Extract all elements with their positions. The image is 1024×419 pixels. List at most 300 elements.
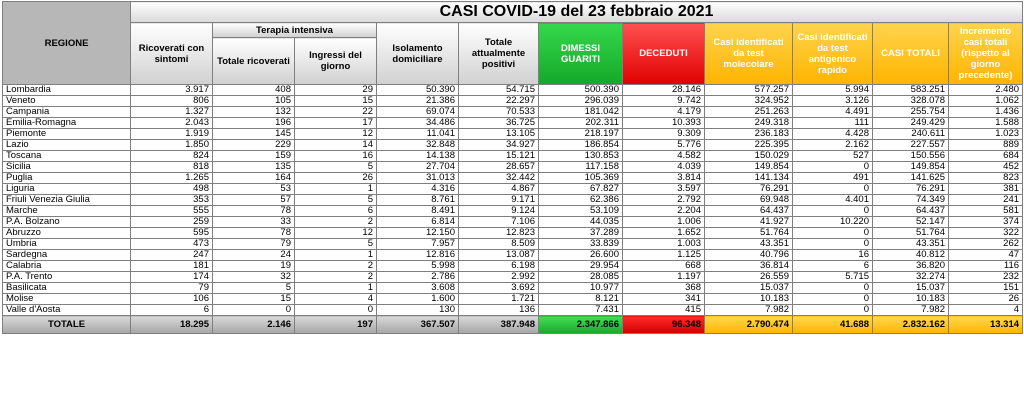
- cell-regione: Veneto: [3, 96, 131, 107]
- cell-dimessi: 26.600: [539, 250, 623, 261]
- cell-isolamento: 3.608: [377, 283, 459, 294]
- cell-incremento: 684: [949, 151, 1023, 162]
- cell-incremento: 374: [949, 217, 1023, 228]
- cell-regione: Friuli Venezia Giulia: [3, 195, 131, 206]
- cell-isolamento: 1.600: [377, 294, 459, 305]
- cell-positivi: 7.106: [459, 217, 539, 228]
- cell-totale-ricoverati: 78: [213, 206, 295, 217]
- cell-dimessi: 53.109: [539, 206, 623, 217]
- header-deceduti: DECEDUTI: [623, 23, 705, 85]
- cell-antigenico: 0: [793, 305, 873, 316]
- total-dimessi: 2.347.866: [539, 316, 623, 334]
- cell-totale-ricoverati: 33: [213, 217, 295, 228]
- total-totale-ricoverati: 2.146: [213, 316, 295, 334]
- cell-isolamento: 7.957: [377, 239, 459, 250]
- cell-totale-ricoverati: 229: [213, 140, 295, 151]
- cell-totali: 36.820: [873, 261, 949, 272]
- cell-ricoverati: 818: [131, 162, 213, 173]
- cell-dimessi: 186.854: [539, 140, 623, 151]
- cell-totali: 64.437: [873, 206, 949, 217]
- cell-ingressi: 5: [295, 195, 377, 206]
- cell-deceduti: 1.006: [623, 217, 705, 228]
- cell-antigenico: 16: [793, 250, 873, 261]
- cell-ingressi: 16: [295, 151, 377, 162]
- cell-molecolare: 225.395: [705, 140, 793, 151]
- cell-regione: Abruzzo: [3, 228, 131, 239]
- cell-regione: Emilia-Romagna: [3, 118, 131, 129]
- cell-dimessi: 130.853: [539, 151, 623, 162]
- cell-incremento: 116: [949, 261, 1023, 272]
- table-row: [3, 151, 1023, 162]
- cell-regione: Piemonte: [3, 129, 131, 140]
- cell-antigenico: 4.428: [793, 129, 873, 140]
- header-terapia-group: Terapia intensiva: [213, 23, 377, 38]
- cell-antigenico: 4.491: [793, 107, 873, 118]
- cell-dimessi: 44.035: [539, 217, 623, 228]
- total-totali: 2.832.162: [873, 316, 949, 334]
- cell-incremento: 322: [949, 228, 1023, 239]
- cell-molecolare: 76.291: [705, 184, 793, 195]
- total-antigenico: 41.688: [793, 316, 873, 334]
- cell-ricoverati: 247: [131, 250, 213, 261]
- cell-antigenico: 0: [793, 239, 873, 250]
- cell-molecolare: 69.948: [705, 195, 793, 206]
- cell-antigenico: 3.126: [793, 96, 873, 107]
- cell-deceduti: 9.742: [623, 96, 705, 107]
- cell-isolamento: 12.816: [377, 250, 459, 261]
- header-ingressi: Ingressi del giorno: [295, 38, 377, 85]
- cell-molecolare: 324.952: [705, 96, 793, 107]
- cell-isolamento: 12.150: [377, 228, 459, 239]
- cell-totali: 583.251: [873, 85, 949, 96]
- header-regione: REGIONE: [3, 2, 131, 85]
- cell-incremento: 47: [949, 250, 1023, 261]
- cell-ingressi: 1: [295, 250, 377, 261]
- cell-isolamento: 6.814: [377, 217, 459, 228]
- cell-ingressi: 2: [295, 217, 377, 228]
- cell-totali: 15.037: [873, 283, 949, 294]
- cell-dimessi: 296.039: [539, 96, 623, 107]
- cell-dimessi: 105.369: [539, 173, 623, 184]
- cell-incremento: 581: [949, 206, 1023, 217]
- cell-deceduti: 1.003: [623, 239, 705, 250]
- cell-deceduti: 368: [623, 283, 705, 294]
- cell-totale-ricoverati: 5: [213, 283, 295, 294]
- cell-ricoverati: 824: [131, 151, 213, 162]
- cell-isolamento: 130: [377, 305, 459, 316]
- cell-incremento: 26: [949, 294, 1023, 305]
- cell-ingressi: 26: [295, 173, 377, 184]
- table-row: [3, 272, 1023, 283]
- cell-regione: Basilicata: [3, 283, 131, 294]
- cell-regione: Toscana: [3, 151, 131, 162]
- cell-isolamento: 5.998: [377, 261, 459, 272]
- cell-molecolare: 36.814: [705, 261, 793, 272]
- cell-totali: 141.625: [873, 173, 949, 184]
- cell-isolamento: 32.848: [377, 140, 459, 151]
- cell-positivi: 9.124: [459, 206, 539, 217]
- cell-positivi: 9.171: [459, 195, 539, 206]
- header-totali: CASI TOTALI: [873, 23, 949, 85]
- cell-regione: Molise: [3, 294, 131, 305]
- cell-deceduti: 10.393: [623, 118, 705, 129]
- table-row: [3, 195, 1023, 206]
- cell-ingressi: 2: [295, 272, 377, 283]
- cell-regione: Lazio: [3, 140, 131, 151]
- cell-isolamento: 34.486: [377, 118, 459, 129]
- cell-antigenico: 2.162: [793, 140, 873, 151]
- cell-totale-ricoverati: 135: [213, 162, 295, 173]
- cell-ingressi: 2: [295, 261, 377, 272]
- cell-ricoverati: 1.265: [131, 173, 213, 184]
- cell-totali: 40.812: [873, 250, 949, 261]
- cell-dimessi: 29.954: [539, 261, 623, 272]
- cell-totali: 249.429: [873, 118, 949, 129]
- cell-totali: 32.274: [873, 272, 949, 283]
- total-molecolare: 2.790.474: [705, 316, 793, 334]
- cell-antigenico: 0: [793, 162, 873, 173]
- cell-positivi: 22.297: [459, 96, 539, 107]
- header-molecolare: Casi identificati da test molecolare: [705, 23, 793, 85]
- cell-totali: 255.754: [873, 107, 949, 118]
- cell-positivi: 2.992: [459, 272, 539, 283]
- cell-ricoverati: 353: [131, 195, 213, 206]
- table-body: [3, 85, 1023, 334]
- table-row: [3, 294, 1023, 305]
- cell-regione: Calabria: [3, 261, 131, 272]
- cell-positivi: 32.442: [459, 173, 539, 184]
- cell-ingressi: 5: [295, 162, 377, 173]
- cell-positivi: 15.121: [459, 151, 539, 162]
- cell-antigenico: 111: [793, 118, 873, 129]
- cell-ingressi: 22: [295, 107, 377, 118]
- cell-isolamento: 31.013: [377, 173, 459, 184]
- cell-regione: Liguria: [3, 184, 131, 195]
- cell-dimessi: 28.085: [539, 272, 623, 283]
- cell-totali: 328.078: [873, 96, 949, 107]
- total-incremento: 13.314: [949, 316, 1023, 334]
- cell-positivi: 6.198: [459, 261, 539, 272]
- cell-positivi: 34.927: [459, 140, 539, 151]
- cell-dimessi: 8.121: [539, 294, 623, 305]
- cell-positivi: 13.087: [459, 250, 539, 261]
- total-isolamento: 367.507: [377, 316, 459, 334]
- cell-totale-ricoverati: 196: [213, 118, 295, 129]
- header-positivi: Totale attualmente positivi: [459, 23, 539, 85]
- total-positivi: 387.948: [459, 316, 539, 334]
- cell-totali: 76.291: [873, 184, 949, 195]
- cell-incremento: 823: [949, 173, 1023, 184]
- cell-regione: Puglia: [3, 173, 131, 184]
- cell-deceduti: 4.582: [623, 151, 705, 162]
- cell-deceduti: 4.039: [623, 162, 705, 173]
- cell-incremento: 381: [949, 184, 1023, 195]
- cell-totale-ricoverati: 32: [213, 272, 295, 283]
- cell-ricoverati: 79: [131, 283, 213, 294]
- cell-ingressi: 1: [295, 184, 377, 195]
- cell-isolamento: 11.041: [377, 129, 459, 140]
- cell-incremento: 1.436: [949, 107, 1023, 118]
- cell-ingressi: 0: [295, 305, 377, 316]
- cell-ingressi: 5: [295, 239, 377, 250]
- cell-totale-ricoverati: 15: [213, 294, 295, 305]
- cell-incremento: 232: [949, 272, 1023, 283]
- cell-deceduti: 1.125: [623, 250, 705, 261]
- cell-molecolare: 150.029: [705, 151, 793, 162]
- cell-regione: Campania: [3, 107, 131, 118]
- cell-positivi: 8.509: [459, 239, 539, 250]
- cell-deceduti: 2.204: [623, 206, 705, 217]
- cell-isolamento: 27.704: [377, 162, 459, 173]
- cell-ingressi: 4: [295, 294, 377, 305]
- cell-molecolare: 64.437: [705, 206, 793, 217]
- cell-antigenico: 0: [793, 283, 873, 294]
- cell-totale-ricoverati: 79: [213, 239, 295, 250]
- cell-incremento: 1.062: [949, 96, 1023, 107]
- cell-isolamento: 8.761: [377, 195, 459, 206]
- cell-totali: 150.556: [873, 151, 949, 162]
- cell-dimessi: 202.311: [539, 118, 623, 129]
- cell-incremento: 4: [949, 305, 1023, 316]
- header-antigenico: Casi identificati da test antigenico rapido: [793, 23, 873, 85]
- cell-deceduti: 4.179: [623, 107, 705, 118]
- cell-ricoverati: 498: [131, 184, 213, 195]
- header-isolamento: Isolamento domiciliare: [377, 23, 459, 85]
- cell-dimessi: 7.431: [539, 305, 623, 316]
- cell-totali: 74.349: [873, 195, 949, 206]
- cell-totale-ricoverati: 57: [213, 195, 295, 206]
- totals-row: [3, 316, 1023, 334]
- cell-totale-ricoverati: 408: [213, 85, 295, 96]
- cell-positivi: 136: [459, 305, 539, 316]
- cell-molecolare: 15.037: [705, 283, 793, 294]
- cell-deceduti: 415: [623, 305, 705, 316]
- cell-dimessi: 33.839: [539, 239, 623, 250]
- cell-molecolare: 249.318: [705, 118, 793, 129]
- table-row: [3, 184, 1023, 195]
- cell-regione: Sicilia: [3, 162, 131, 173]
- cell-ingressi: 6: [295, 206, 377, 217]
- cell-molecolare: 26.559: [705, 272, 793, 283]
- cell-totale-ricoverati: 53: [213, 184, 295, 195]
- cell-positivi: 28.657: [459, 162, 539, 173]
- cell-ricoverati: 181: [131, 261, 213, 272]
- cell-positivi: 13.105: [459, 129, 539, 140]
- table-row: [3, 173, 1023, 184]
- table-row: [3, 206, 1023, 217]
- cell-deceduti: 5.776: [623, 140, 705, 151]
- cell-antigenico: 0: [793, 184, 873, 195]
- cell-molecolare: 236.183: [705, 129, 793, 140]
- table-row: [3, 96, 1023, 107]
- table-row: [3, 250, 1023, 261]
- cell-deceduti: 668: [623, 261, 705, 272]
- cell-positivi: 1.721: [459, 294, 539, 305]
- cell-totale-ricoverati: 24: [213, 250, 295, 261]
- cell-ricoverati: 555: [131, 206, 213, 217]
- cell-deceduti: 341: [623, 294, 705, 305]
- cell-totali: 240.611: [873, 129, 949, 140]
- cell-isolamento: 14.138: [377, 151, 459, 162]
- cell-deceduti: 28.146: [623, 85, 705, 96]
- cell-regione: P.A. Bolzano: [3, 217, 131, 228]
- cell-ricoverati: 1.850: [131, 140, 213, 151]
- total-regione: TOTALE: [3, 316, 131, 334]
- cell-molecolare: 577.257: [705, 85, 793, 96]
- cell-incremento: 151: [949, 283, 1023, 294]
- cell-totali: 43.351: [873, 239, 949, 250]
- cell-totale-ricoverati: 105: [213, 96, 295, 107]
- cell-isolamento: 4.316: [377, 184, 459, 195]
- cell-molecolare: 149.854: [705, 162, 793, 173]
- cell-incremento: 889: [949, 140, 1023, 151]
- cell-ingressi: 17: [295, 118, 377, 129]
- cell-ingressi: 12: [295, 129, 377, 140]
- cell-molecolare: 251.263: [705, 107, 793, 118]
- cell-regione: Lombardia: [3, 85, 131, 96]
- table-row: [3, 85, 1023, 96]
- cell-incremento: 452: [949, 162, 1023, 173]
- total-ricoverati: 18.295: [131, 316, 213, 334]
- table-row: [3, 261, 1023, 272]
- table-row: [3, 162, 1023, 173]
- cell-dimessi: 10.977: [539, 283, 623, 294]
- cell-regione: Sardegna: [3, 250, 131, 261]
- cell-dimessi: 181.042: [539, 107, 623, 118]
- table-row: [3, 283, 1023, 294]
- cell-ricoverati: 473: [131, 239, 213, 250]
- cell-ricoverati: 3.917: [131, 85, 213, 96]
- cell-ricoverati: 1.919: [131, 129, 213, 140]
- table-row: [3, 239, 1023, 250]
- cell-incremento: 1.588: [949, 118, 1023, 129]
- header-ricoverati: Ricoverati con sintomi: [131, 23, 213, 85]
- cell-molecolare: 40.796: [705, 250, 793, 261]
- cell-isolamento: 2.786: [377, 272, 459, 283]
- cell-molecolare: 10.183: [705, 294, 793, 305]
- cell-ricoverati: 806: [131, 96, 213, 107]
- cell-antigenico: 0: [793, 206, 873, 217]
- cell-molecolare: 41.927: [705, 217, 793, 228]
- table-row: [3, 129, 1023, 140]
- cell-ricoverati: 174: [131, 272, 213, 283]
- cell-incremento: 2.480: [949, 85, 1023, 96]
- cell-ingressi: 15: [295, 96, 377, 107]
- cell-positivi: 54.715: [459, 85, 539, 96]
- cell-totali: 51.764: [873, 228, 949, 239]
- cell-totali: 149.854: [873, 162, 949, 173]
- cell-totali: 10.183: [873, 294, 949, 305]
- cell-totale-ricoverati: 159: [213, 151, 295, 162]
- cell-deceduti: 1.197: [623, 272, 705, 283]
- header-totale-ricoverati: Totale ricoverati: [213, 38, 295, 85]
- cell-totale-ricoverati: 78: [213, 228, 295, 239]
- cell-antigenico: 527: [793, 151, 873, 162]
- cell-isolamento: 50.390: [377, 85, 459, 96]
- table-row: [3, 305, 1023, 316]
- cell-totale-ricoverati: 164: [213, 173, 295, 184]
- cell-ingressi: 1: [295, 283, 377, 294]
- cell-isolamento: 8.491: [377, 206, 459, 217]
- cell-totale-ricoverati: 132: [213, 107, 295, 118]
- cell-ingressi: 14: [295, 140, 377, 151]
- table-title: CASI COVID-19 del 23 febbraio 2021: [131, 2, 1023, 23]
- table-row: [3, 228, 1023, 239]
- cell-ingressi: 12: [295, 228, 377, 239]
- cell-positivi: 4.867: [459, 184, 539, 195]
- cell-antigenico: 491: [793, 173, 873, 184]
- cell-molecolare: 51.764: [705, 228, 793, 239]
- cell-antigenico: 4.401: [793, 195, 873, 206]
- cell-deceduti: 2.792: [623, 195, 705, 206]
- cell-ricoverati: 595: [131, 228, 213, 239]
- cell-positivi: 36.725: [459, 118, 539, 129]
- cell-dimessi: 218.197: [539, 129, 623, 140]
- cell-ricoverati: 259: [131, 217, 213, 228]
- cell-dimessi: 62.386: [539, 195, 623, 206]
- table-row: [3, 107, 1023, 118]
- cell-antigenico: 10.220: [793, 217, 873, 228]
- cell-antigenico: 0: [793, 228, 873, 239]
- cell-dimessi: 117.158: [539, 162, 623, 173]
- covid-table: [2, 1, 1023, 334]
- cell-positivi: 12.823: [459, 228, 539, 239]
- cell-ricoverati: 1.327: [131, 107, 213, 118]
- cell-isolamento: 21.386: [377, 96, 459, 107]
- cell-antigenico: 5.715: [793, 272, 873, 283]
- cell-incremento: 241: [949, 195, 1023, 206]
- table-row: [3, 217, 1023, 228]
- table-row: [3, 118, 1023, 129]
- cell-totale-ricoverati: 0: [213, 305, 295, 316]
- cell-regione: P.A. Trento: [3, 272, 131, 283]
- cell-totali: 227.557: [873, 140, 949, 151]
- cell-regione: Marche: [3, 206, 131, 217]
- cell-ricoverati: 2.043: [131, 118, 213, 129]
- cell-ingressi: 29: [295, 85, 377, 96]
- cell-regione: Valle d'Aosta: [3, 305, 131, 316]
- cell-deceduti: 9.309: [623, 129, 705, 140]
- cell-deceduti: 3.814: [623, 173, 705, 184]
- cell-molecolare: 43.351: [705, 239, 793, 250]
- header-incremento: Incremento casi totali (rispetto al giorno precedente): [949, 23, 1023, 85]
- cell-deceduti: 1.652: [623, 228, 705, 239]
- cell-positivi: 3.692: [459, 283, 539, 294]
- cell-deceduti: 3.597: [623, 184, 705, 195]
- cell-positivi: 70.533: [459, 107, 539, 118]
- cell-incremento: 1.023: [949, 129, 1023, 140]
- cell-antigenico: 5.994: [793, 85, 873, 96]
- table-row: [3, 140, 1023, 151]
- cell-totali: 7.982: [873, 305, 949, 316]
- cell-dimessi: 67.827: [539, 184, 623, 195]
- total-ingressi: 197: [295, 316, 377, 334]
- cell-molecolare: 141.134: [705, 173, 793, 184]
- cell-totali: 52.147: [873, 217, 949, 228]
- header-dimessi: DIMESSI GUARITI: [539, 23, 623, 85]
- cell-antigenico: 0: [793, 294, 873, 305]
- cell-dimessi: 37.289: [539, 228, 623, 239]
- cell-isolamento: 69.074: [377, 107, 459, 118]
- cell-dimessi: 500.390: [539, 85, 623, 96]
- cell-ricoverati: 106: [131, 294, 213, 305]
- cell-totale-ricoverati: 145: [213, 129, 295, 140]
- cell-antigenico: 6: [793, 261, 873, 272]
- cell-incremento: 262: [949, 239, 1023, 250]
- cell-regione: Umbria: [3, 239, 131, 250]
- cell-ricoverati: 6: [131, 305, 213, 316]
- total-deceduti: 96.348: [623, 316, 705, 334]
